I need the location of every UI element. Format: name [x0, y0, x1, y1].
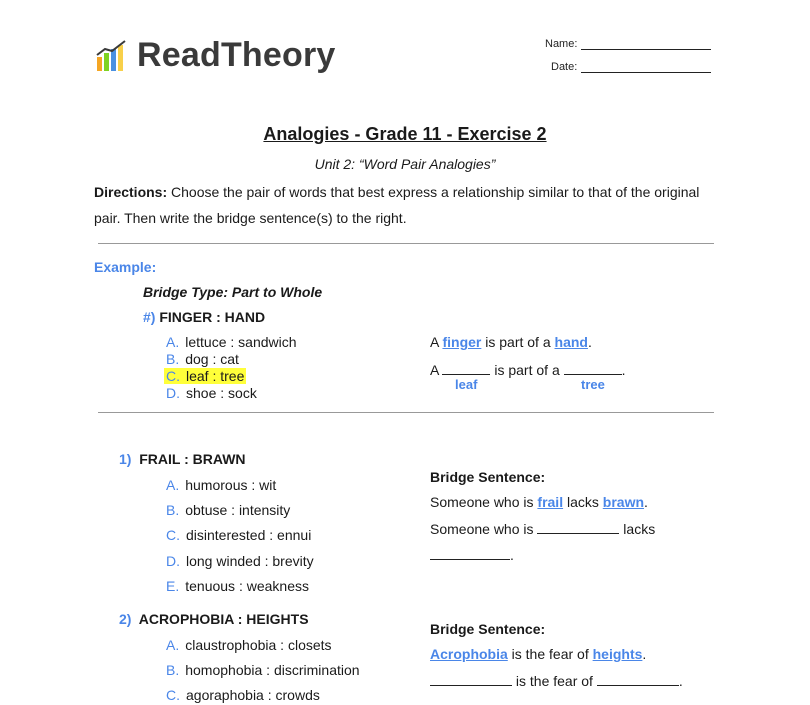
- sentence-text: .: [644, 494, 648, 510]
- q2-bridge-label: Bridge Sentence:: [430, 621, 546, 637]
- page-title: Analogies - Grade 11 - Exercise 2: [263, 124, 547, 144]
- option-text: leaf : tree: [186, 368, 245, 384]
- example-bridge-type: Bridge Type: Part to Whole: [143, 284, 323, 300]
- bar-chart-logo-icon: [95, 39, 129, 73]
- example-sentence-2: [430, 360, 626, 378]
- example-filled-word-2: tree: [581, 377, 605, 392]
- example-pair: [143, 309, 265, 325]
- q1-sentence-1: [430, 494, 648, 510]
- brand-name: ReadTheory: [137, 36, 336, 74]
- sentence-text: lacks: [563, 494, 603, 510]
- question-number: 1): [119, 451, 132, 467]
- q1-sentence-2-cont[interactable]: [430, 545, 514, 563]
- option-letter: B.: [166, 662, 180, 678]
- blank-line[interactable]: [597, 671, 679, 686]
- sentence-text: is the fear of: [512, 673, 597, 689]
- question-2-pair: [119, 611, 309, 627]
- example-pair-text: FINGER : HAND: [159, 309, 266, 325]
- date-label: Date:: [551, 61, 578, 73]
- question-number: 2): [119, 611, 132, 627]
- option-letter: A.: [166, 637, 180, 653]
- answer-word: finger: [442, 334, 482, 350]
- option-letter: C.: [166, 527, 180, 543]
- divider-bottom: [98, 412, 714, 413]
- option-text: agoraphobia : crowds: [186, 687, 320, 703]
- blank-line[interactable]: [430, 671, 512, 686]
- q1-option-d[interactable]: [166, 553, 314, 569]
- sentence-text: .: [587, 334, 592, 350]
- q1-option-e[interactable]: [166, 578, 309, 594]
- option-letter: B.: [166, 502, 180, 518]
- q1-option-b[interactable]: [166, 502, 290, 518]
- sentence-text: .: [678, 673, 683, 689]
- option-letter: D.: [166, 385, 180, 401]
- brand-logo: [95, 36, 336, 75]
- answer-word: hand: [554, 334, 588, 350]
- q2-option-a[interactable]: [166, 637, 332, 653]
- option-text: tenuous : weakness: [185, 578, 309, 594]
- sentence-text: A: [430, 334, 443, 350]
- option-letter: A.: [166, 477, 180, 493]
- example-heading: Example:: [94, 259, 157, 275]
- sentence-text: .: [510, 547, 514, 563]
- blank-line: [442, 360, 490, 375]
- answer-word: heights: [592, 646, 643, 662]
- blank-line[interactable]: [537, 519, 619, 534]
- date-field[interactable]: [551, 61, 711, 73]
- page-subtitle: Unit 2: “Word Pair Analogies”: [314, 156, 496, 172]
- option-text: disinterested : ennui: [186, 527, 312, 543]
- option-letter: C.: [166, 368, 180, 384]
- option-text: dog : cat: [185, 351, 239, 367]
- sentence-text: is part of a: [481, 334, 555, 350]
- blank-line[interactable]: [430, 545, 510, 560]
- q2-option-b[interactable]: [166, 662, 360, 678]
- q2-sentence-2[interactable]: [430, 671, 683, 689]
- sentence-text: .: [642, 646, 647, 662]
- question-pair-text: ACROPHOBIA : HEIGHTS: [138, 611, 309, 627]
- sentence-text: is part of a: [490, 362, 564, 378]
- answer-word: brawn: [602, 494, 645, 510]
- sentence-text: Someone who is: [430, 494, 538, 510]
- name-label: Name:: [545, 38, 578, 50]
- name-line: [581, 39, 711, 50]
- example-option-d[interactable]: [166, 385, 257, 401]
- sentence-text: is the fear of: [507, 646, 593, 662]
- q1-option-c[interactable]: [166, 527, 311, 543]
- sentence-text: Someone who is: [430, 521, 538, 537]
- example-option-b[interactable]: [166, 351, 239, 367]
- question-1-pair: [119, 451, 246, 467]
- option-letter: A.: [166, 334, 180, 350]
- example-filled-word-1: leaf: [455, 377, 478, 392]
- q1-bridge-label: Bridge Sentence:: [430, 469, 546, 485]
- option-text: obtuse : intensity: [185, 502, 291, 518]
- q1-sentence-2[interactable]: [430, 519, 655, 537]
- directions: [94, 179, 724, 231]
- option-text: lettuce : sandwich: [185, 334, 297, 350]
- option-text: humorous : wit: [185, 477, 277, 493]
- question-pair-text: FRAIL : BRAWN: [139, 451, 246, 467]
- example-option-c-highlighted[interactable]: [164, 368, 246, 384]
- answer-word: Acrophobia: [430, 646, 508, 662]
- divider-top: [98, 243, 714, 244]
- answer-word: frail: [537, 494, 564, 510]
- option-letter: C.: [166, 687, 180, 703]
- sentence-text: lacks: [619, 521, 656, 537]
- directions-label: Directions:: [94, 184, 168, 200]
- option-text: long winded : brevity: [186, 553, 314, 569]
- q2-sentence-1: [430, 646, 646, 662]
- option-text: homophobia : discrimination: [185, 662, 360, 678]
- name-field[interactable]: [545, 38, 711, 50]
- sentence-text: .: [621, 362, 626, 378]
- blank-line: [564, 360, 622, 375]
- option-letter: D.: [166, 553, 180, 569]
- q1-option-a[interactable]: [166, 477, 276, 493]
- example-option-a[interactable]: [166, 334, 297, 350]
- option-text: shoe : sock: [186, 385, 257, 401]
- example-sentence-1: [430, 334, 592, 350]
- sentence-text: A: [430, 362, 439, 378]
- example-number: #): [143, 309, 156, 325]
- q2-option-c[interactable]: [166, 687, 320, 703]
- date-line: [581, 62, 711, 73]
- option-text: claustrophobia : closets: [185, 637, 332, 653]
- option-letter: B.: [166, 351, 180, 367]
- directions-text: Choose the pair of words that best express a relationship similar to that of the original pair. Then write the bridge sentence(s) to the right.: [94, 184, 700, 226]
- option-letter: E.: [166, 578, 180, 594]
